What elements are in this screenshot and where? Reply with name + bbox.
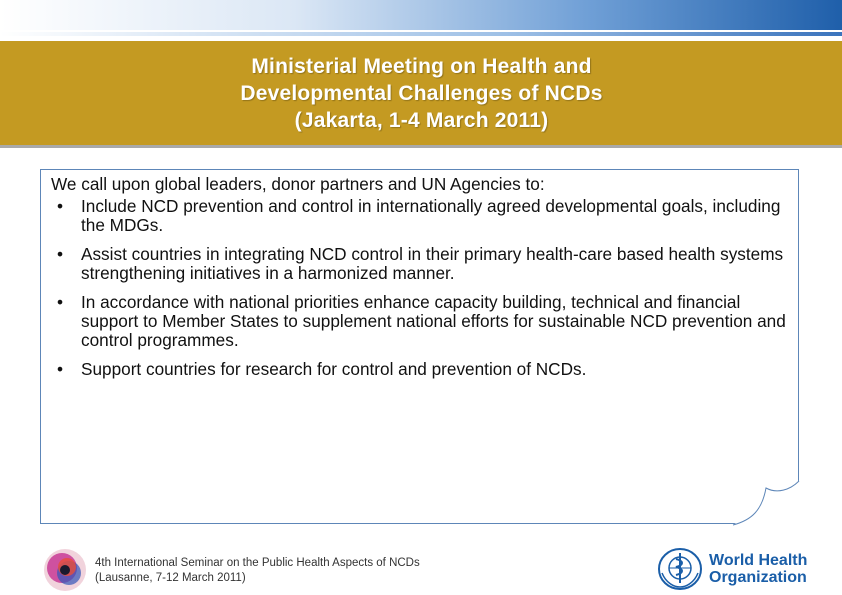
list-item-text: Support countries for research for control and prevention of NCDs. xyxy=(81,359,587,379)
slide-title xyxy=(43,41,800,145)
top-accent-line xyxy=(0,32,842,36)
who-wordmark-line-2: Organization xyxy=(709,569,807,586)
bullet-icon: • xyxy=(57,244,64,264)
footer-line-2: (Lausanne, 7-12 March 2011) xyxy=(95,572,246,584)
seminar-logo-icon xyxy=(40,547,90,593)
title-line-2: Developmental Challenges of NCDs xyxy=(240,81,603,105)
list-item xyxy=(51,293,791,350)
who-emblem-icon xyxy=(656,547,704,591)
who-wordmark-line-1: World Health xyxy=(709,552,808,569)
bullet-icon: • xyxy=(57,359,64,379)
intro-text: We call upon global leaders, donor partners and UN Agencies to: xyxy=(51,174,545,194)
title-line-1: Ministerial Meeting on Health and xyxy=(251,54,592,78)
title-line-3: (Jakarta, 1-4 March 2011) xyxy=(294,108,549,132)
list-item xyxy=(51,197,791,235)
page-curl-icon xyxy=(732,480,800,526)
bullet-icon: • xyxy=(57,292,64,312)
list-item xyxy=(51,245,791,283)
list-item-text: Include NCD prevention and control in internationally agreed developmental goals, including the MDGs. xyxy=(81,196,781,235)
list-item-text: Assist countries in integrating NCD control in their primary health-care based health systems strengthening initiatives in a harmonized manner. xyxy=(81,244,784,283)
list-item-text: In accordance with national priorities enhance capacity building, technical and financial support to Member States to supplement national efforts for sustainable NCD prevention and control programmes. xyxy=(81,292,786,350)
top-gradient-bar xyxy=(0,0,842,30)
footer-line-1: 4th International Seminar on the Public Health Aspects of NCDs xyxy=(95,557,420,569)
bullet-icon: • xyxy=(57,196,64,216)
list-item xyxy=(51,360,791,379)
footer-caption xyxy=(95,556,420,586)
who-wordmark xyxy=(709,552,807,586)
recommendation-list xyxy=(51,197,791,379)
content-body xyxy=(51,175,791,389)
who-logo xyxy=(656,547,807,591)
